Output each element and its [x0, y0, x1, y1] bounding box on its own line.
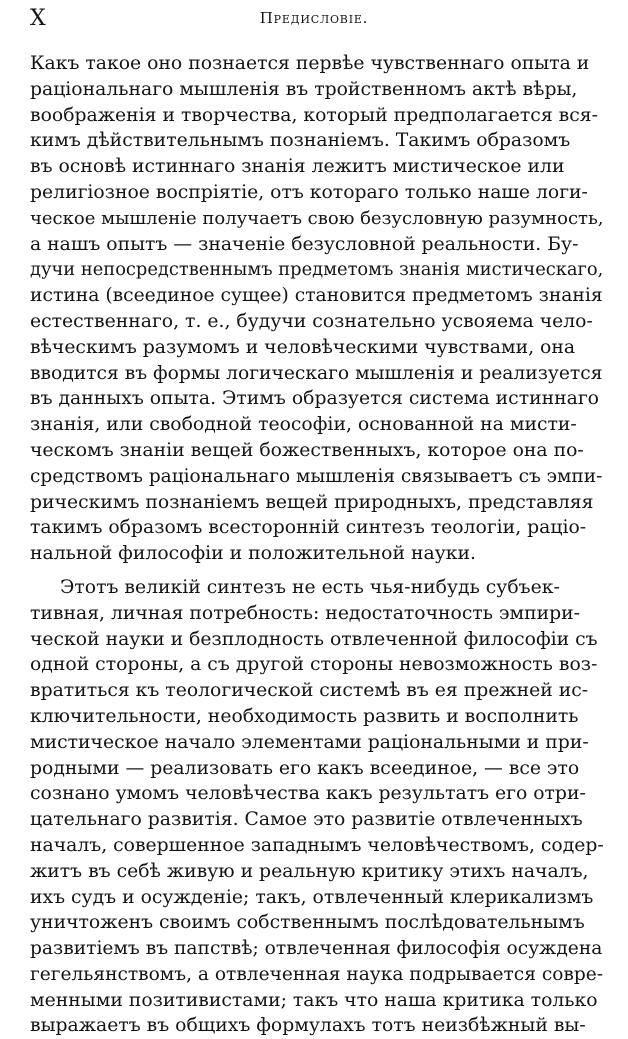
text-line: кимъ дѣйствительнымъ познаніемъ. Такимъ образомъ: [30, 130, 571, 152]
text-line: родными — реализовать его какъ всеединое, — все это: [30, 757, 580, 779]
text-line: ческомъ знаніи вещей божественныхъ, которое она по-: [30, 439, 584, 461]
paragraph: [30, 575, 604, 1039]
text-line: въ основѣ истиннаго знанія лежитъ мистическое или: [30, 156, 565, 178]
text-line: началъ, совершенное западнымъ человѣчествомъ, содер-: [30, 834, 604, 856]
text-line: а нашъ опытъ — значеніе безусловной реальности. Бу-: [30, 233, 579, 255]
text-line: воображенія и творчества, который предполагается вся-: [30, 104, 598, 126]
text-line: Какъ такое оно познается первѣе чувственнаго опыта и: [30, 53, 590, 74]
text-line: дучи непосредственнымъ предметомъ знанія мистическаго,: [30, 259, 604, 281]
text-line: средствомъ раціональнаго мышленія связываетъ съ эмпи-: [30, 465, 603, 487]
text-line: въ данныхъ опыта. Этимъ образуется система истиннаго: [30, 388, 599, 410]
text-line: вводится въ формы логическаго мышленія и реализуется: [30, 362, 603, 384]
text-line: развитіемъ въ папствѣ; отвлеченная философія осуждена: [30, 938, 603, 960]
text-line: мистическое начало элементами раціональными и при-: [30, 731, 589, 753]
page-header: [0, 0, 628, 40]
running-title: Предисловіе.: [259, 9, 369, 27]
paragraph: [30, 51, 604, 567]
text-line: вѣческимъ разумомъ и человѣческими чувствами, она: [30, 336, 576, 358]
page-number: X: [30, 6, 46, 31]
text-line: ческой науки и безплодность отвлеченной философіи съ: [30, 628, 598, 650]
text-line: тивная, личная потребность: недостаточность эмпири-: [30, 602, 581, 624]
text-line: рическимъ познаніемъ вещей природныхъ, представляя: [30, 491, 594, 513]
text-line: одной стороны, а съ другой стороны невозможность воз-: [30, 654, 598, 676]
text-line: истина (всеединое сущее) становится предметомъ знанія: [30, 285, 603, 307]
text-line: житъ въ себѣ живую и реальную критику этихъ началъ,: [30, 860, 589, 882]
text-line: ихъ судъ и осужденіе; такъ, отвлеченный клерикализмъ: [30, 886, 594, 908]
text-line: знанія, или свободной теософіи, основанной на мисти-: [30, 414, 577, 436]
text-line: нальной философіи и положительной науки.: [30, 543, 476, 565]
text-line: выражаетъ въ общихъ формулахъ тотъ неизбѣжный вы-: [30, 1015, 586, 1037]
text-line: такимъ образомъ всесторонній синтезъ теологіи, раціо-: [30, 517, 587, 539]
text-line: религіозное воспріятіе, отъ котораго только наше логи-: [30, 181, 588, 203]
text-line: сознано умомъ человѣчества какъ результатъ его отри-: [30, 783, 586, 805]
paragraph-gap: [30, 567, 604, 575]
text-line: раціональнаго мышленія въ тройственномъ актѣ вѣры,: [30, 78, 578, 100]
body-text: [30, 51, 604, 1039]
text-line: вратиться къ теологической системѣ въ ея прежней ис-: [30, 680, 589, 702]
text-line: Этотъ великій синтезъ не есть чья-нибудь субъек-: [60, 576, 560, 598]
text-line: ческое мышленіе получаетъ свою безусловную разумность,: [30, 207, 604, 229]
text-line: уничтоженъ своимъ собственнымъ послѣдовательнымъ: [30, 912, 585, 934]
text-line: менными позитивистами; такъ что наша критика только: [30, 989, 598, 1011]
text-line: гегельянствомъ, а отвлеченная наука подрывается совре-: [30, 963, 604, 985]
text-line: естественнаго, т. е., будучи сознательно усвояема чело-: [30, 310, 593, 332]
text-line: ключительности, необходимость развить и восполнить: [30, 705, 579, 727]
text-line: цательнаго развитія. Самое это развитіе отвлеченныхъ: [30, 809, 583, 831]
